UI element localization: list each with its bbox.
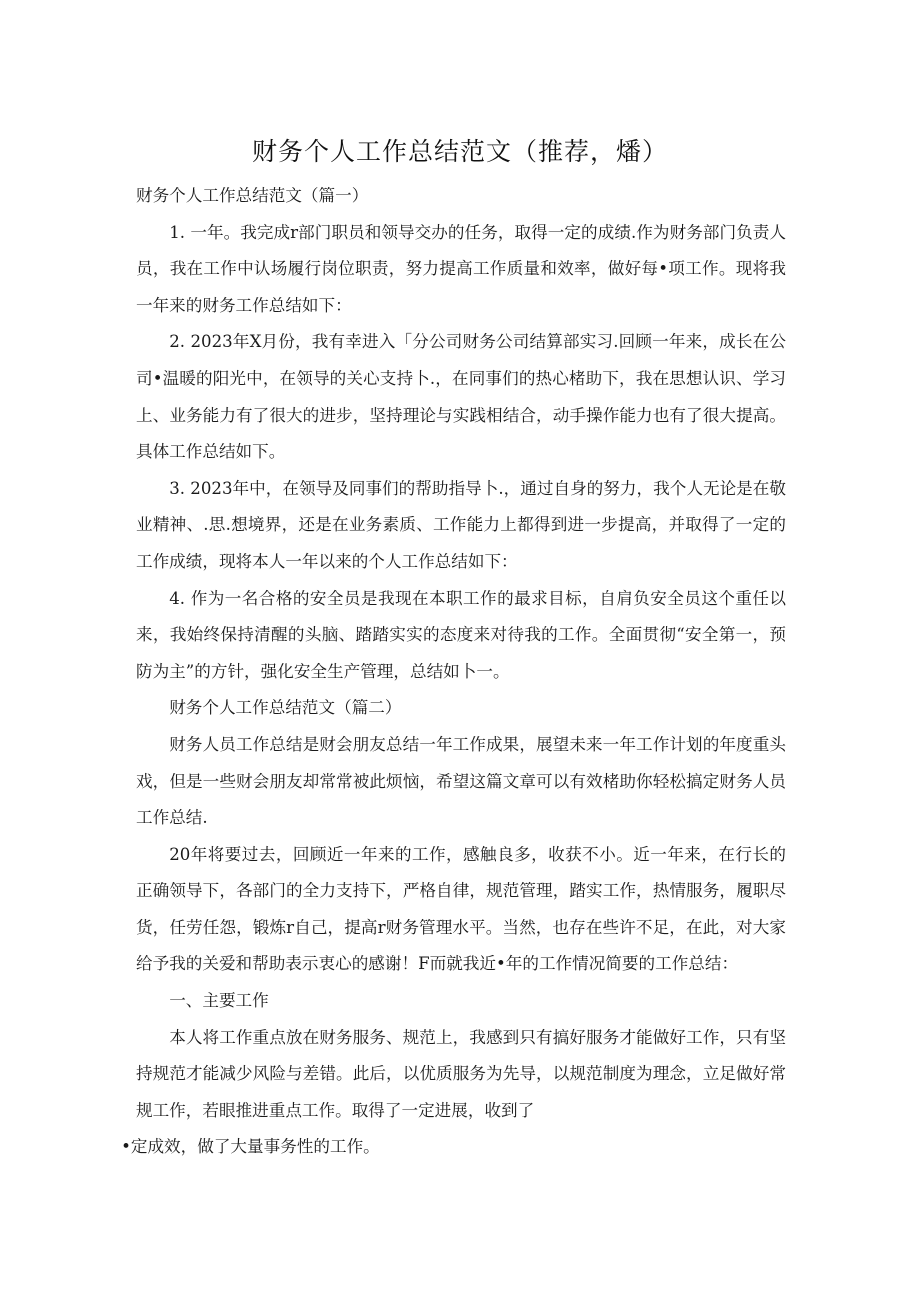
numbered-paragraph-1: 1. 一年。我完成r部门职员和领导交办的任务，取得一定的成绩.作为财务部门负责人员，我在工作中认场履行岗位职责，努力提高工作质量和效率，做好每•项工作。现将我一年来的财务工作总结如下： xyxy=(136,222,786,315)
paragraph-main-work: 本人将工作重点放在财务服务、规范上，我感到只有搞好服务才能做好工作，只有坚持规范才能减少风险与差错。此后，以优质服务为先导，以规范制度为理念，立足做好常规工作，若眼推进重点工作。取得了一定进展，收到了 xyxy=(136,1027,786,1120)
paragraph-year-review: 20年将要过去，回顾近一年来的工作，感触良多，收获不小。近一年来，在行长的正确领导下，各部门的全力支持下，严格自律，规范管理，踏实工作，热情服务，履职尽货，任劳任怨，锻炼r自己，提高r财务管理水平。当然，也存在些许不足，在此，对大家给予我的关爱和帮助表示衷心的感谢！F而就我近•年的工作情况简要的工作总结： xyxy=(136,844,786,974)
paragraph-continuation: •定成效，做了大量事务性的工作。 xyxy=(121,1137,380,1157)
numbered-paragraph-4: 4. 作为一名合格的安全员是我现在本职工作的最求目标，自肩负安全员这个重任以来，我始终保持清醒的头脑、踏踏实实的态度来对待我的工作。全面贯彻“安全第一，预防为主”的方针，强化安全生产管理，总结如卜一。 xyxy=(136,588,786,681)
numbered-paragraph-3: 3. 2023年中，在领导及同事们的帮助指导卜.，通过自身的努力，我个人无论是在敬业精神、.思.想境界，还是在业务素质、工作能力上都得到进一步提高，并取得了一定的工作成绩，现将本人一年以来的个人工作总结如下： xyxy=(136,478,786,571)
document-body xyxy=(121,178,786,1166)
subheading-main-work: 一、主要工作 xyxy=(169,991,269,1011)
document-title: 财务个人工作总结范文（推荐，燔） xyxy=(251,137,668,166)
paragraph-intro: 财务人员工作总结是财会朋友总结一年工作成果，展望未来一年工作计划的年度重头戏，但是一些财会朋友却常常被此烦恼，希望这篇文章可以有效楮助你轻松搞定财务人员工作总结. xyxy=(136,734,786,828)
section-heading-part-two: 财务个人工作总结范文（篇二） xyxy=(169,698,402,718)
section-heading-part-one: 财务个人工作总结范文（篇一） xyxy=(136,186,369,205)
numbered-paragraph-2: 2. 2023年X月份，我有幸进入「分公司财务公司结算部实习.回顾一年来，成长在公司•温暖的阳光中，在领导的关心支持卜.，在同事们的热心楮助下，我在思想认识、学习上、业务能力有了很大的进步，坚持理论与实践相结合，动手操作能力也有了很大提高。具体工作总结如下。 xyxy=(136,332,786,462)
